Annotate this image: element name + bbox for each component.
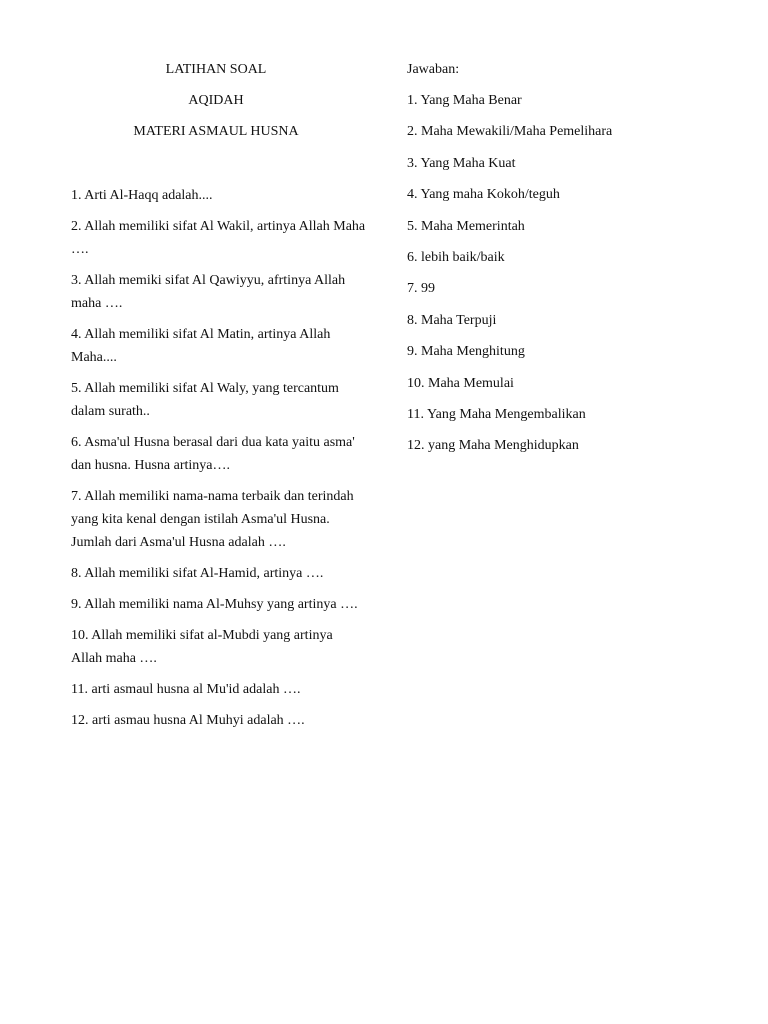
title-line-2: AQIDAH xyxy=(188,93,244,108)
answer-item: 12. yang Maha Menghidupkan xyxy=(407,438,579,454)
questions-column xyxy=(71,60,366,740)
question-item: 4. Allah memiliki sifat Al Matin, artinya Allah Maha.... xyxy=(71,327,331,365)
question-item: 10. Allah memiliki sifat al-Mubdi yang artinya Allah maha …. xyxy=(71,628,333,666)
title-line-3: MATERI ASMAUL HUSNA xyxy=(133,124,299,139)
question-item: 7. Allah memiliki nama-nama terbaik dan terindah yang kita kenal dengan istilah Asma'ul Husna. Jumlah dari Asma'ul Husna adalah …. xyxy=(71,489,354,550)
answer-item: 1. Yang Maha Benar xyxy=(407,93,522,108)
answer-item: 10. Maha Memulai xyxy=(407,375,514,391)
title-line-1: LATIHAN SOAL xyxy=(165,62,267,77)
question-item: 8. Allah memiliki sifat Al-Hamid, artinya …. xyxy=(71,566,324,581)
answers-heading: Jawaban: xyxy=(407,62,460,77)
answer-item: 4. Yang maha Kokoh/teguh xyxy=(407,187,560,203)
question-item: 5. Allah memiliki sifat Al Waly, yang tercantum dalam surath.. xyxy=(71,381,339,419)
question-item: 3. Allah memiki sifat Al Qawiyyu, afrtinya Allah maha …. xyxy=(71,273,346,311)
answer-item: 3. Yang Maha Kuat xyxy=(407,155,516,171)
question-item: 1. Arti Al-Haqq adalah.... xyxy=(71,188,213,203)
question-item: 9. Allah memiliki nama Al-Muhsy yang artinya …. xyxy=(71,597,358,612)
question-item: 11. arti asmaul husna al Mu'id adalah …. xyxy=(71,682,301,697)
answer-item: 5. Maha Memerintah xyxy=(407,218,525,234)
question-item: 12. arti asmau husna Al Muhyi adalah …. xyxy=(71,713,305,728)
question-item: 6. Asma'ul Husna berasal dari dua kata yaitu asma' dan husna. Husna artinya…. xyxy=(71,435,355,473)
document-title xyxy=(71,60,361,142)
answer-item: 7. 99 xyxy=(407,281,435,297)
answer-item: 11. Yang Maha Mengembalikan xyxy=(407,406,586,422)
answer-item: 8. Maha Terpuji xyxy=(407,312,497,328)
question-list xyxy=(71,184,366,732)
question-item: 2. Allah memiliki sifat Al Wakil, artinya Allah Maha …. xyxy=(71,219,366,257)
answer-item: 9. Maha Menghitung xyxy=(407,344,525,360)
answer-item: 2. Maha Mewakili/Maha Pemelihara xyxy=(407,124,613,140)
answer-item: 6. lebih baik/baik xyxy=(407,249,505,265)
answers-column xyxy=(407,60,707,468)
